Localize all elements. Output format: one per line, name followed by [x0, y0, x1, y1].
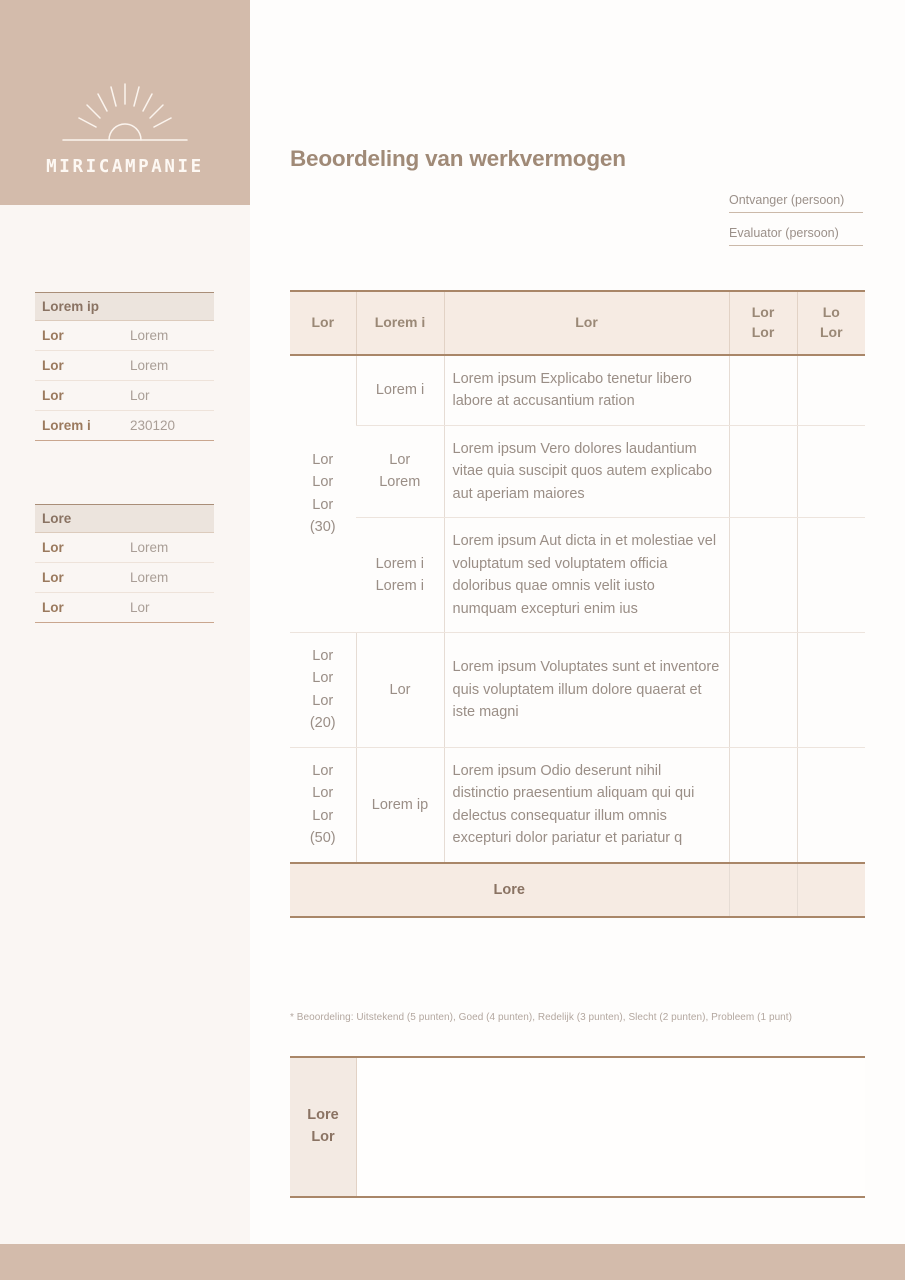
- sidebar-row: [35, 593, 214, 622]
- signature-fields: [729, 193, 863, 259]
- item-label: Lorem i Lorem i: [356, 518, 444, 633]
- item-label: Lor Lorem: [356, 425, 444, 517]
- recipient-field[interactable]: Ontvanger (persoon): [729, 193, 863, 213]
- sidebar-row: [35, 411, 214, 440]
- sidebar-row: [35, 381, 214, 411]
- group-label: Lor Lor Lor (30): [290, 355, 356, 633]
- table-header-row: [290, 291, 865, 355]
- sidebar-row-value: Lorem: [130, 358, 169, 373]
- item-description: Lorem ipsum Vero dolores laudantium vitae quia suscipit quos autem explicabo aut aperiam maiores: [444, 425, 729, 517]
- item-label: Lorem ip: [356, 747, 444, 862]
- sidebar-info-table-1: [35, 292, 214, 441]
- left-sidebar: [0, 0, 250, 1244]
- item-description: Lorem ipsum Explicabo tenetur libero labore at accusantium ration: [444, 355, 729, 425]
- item-description: Lorem ipsum Odio deserunt nihil distinctio praesentium aliquam qui qui delectus consequatur illum omnis excepturi dolor pariatur et pariatur q: [444, 747, 729, 862]
- table-row: [290, 632, 865, 747]
- table-row: [290, 747, 865, 862]
- column-header-item: Lorem i: [356, 291, 444, 355]
- sidebar-row-key: Lor: [42, 388, 64, 403]
- score-cell-a[interactable]: [729, 425, 797, 517]
- group-label: Lor Lor Lor (20): [290, 632, 356, 747]
- sidebar-row-value: 230120: [130, 418, 176, 433]
- total-row: [290, 863, 865, 917]
- assessment-table: [290, 290, 865, 918]
- column-header-score-b: Lo Lor: [797, 291, 865, 355]
- score-cell-a[interactable]: [729, 747, 797, 862]
- sidebar-row-value: Lorem: [130, 328, 169, 343]
- score-cell-b[interactable]: [797, 632, 865, 747]
- sunrise-icon: [49, 78, 201, 149]
- column-header-score-a: Lor Lor: [729, 291, 797, 355]
- sidebar-row-value: Lor: [130, 600, 150, 615]
- sidebar-row-key: Lor: [42, 328, 64, 343]
- comment-box-label: Lore Lor: [290, 1058, 357, 1196]
- comment-box: [290, 1056, 865, 1198]
- column-header-desc: Lor: [444, 291, 729, 355]
- sidebar-row: [35, 533, 214, 563]
- total-score-b[interactable]: [797, 863, 865, 917]
- sidebar-row-value: Lorem: [130, 540, 169, 555]
- sidebar-row-key: Lor: [42, 358, 64, 373]
- brand-name: MIRICAMPANIE: [46, 157, 204, 177]
- sidebar-row-key: Lor: [42, 540, 64, 555]
- main-content: [250, 0, 905, 1244]
- page-title: Beoordeling van werkvermogen: [290, 146, 626, 171]
- item-label: Lor: [356, 632, 444, 747]
- score-cell-b[interactable]: [797, 518, 865, 633]
- table-row: [290, 425, 865, 517]
- sidebar-table-1-header: Lorem ip: [35, 293, 214, 321]
- total-score-a[interactable]: [729, 863, 797, 917]
- column-header-no: Lor: [290, 291, 356, 355]
- score-cell-b[interactable]: [797, 747, 865, 862]
- sidebar-info-table-2: [35, 504, 214, 623]
- sidebar-row-value: Lor: [130, 388, 150, 403]
- score-cell-b[interactable]: [797, 355, 865, 425]
- score-cell-a[interactable]: [729, 355, 797, 425]
- table-row: [290, 355, 865, 425]
- item-description: Lorem ipsum Voluptates sunt et inventore quis voluptatem illum dolore quaerat et iste magni: [444, 632, 729, 747]
- total-label: Lore: [290, 863, 729, 917]
- comment-input-area[interactable]: [357, 1058, 865, 1196]
- score-cell-b[interactable]: [797, 425, 865, 517]
- sidebar-table-2-header: Lore: [35, 505, 214, 533]
- sidebar-row-key: Lorem i: [42, 418, 91, 433]
- sidebar-row-key: Lor: [42, 600, 64, 615]
- sidebar-row-key: Lor: [42, 570, 64, 585]
- logo-block: [0, 0, 250, 205]
- item-description: Lorem ipsum Aut dicta in et molestiae vel voluptatum sed voluptatem officia doloribus quae omnis velit iusto numquam excepturi enim ius: [444, 518, 729, 633]
- table-row: [290, 518, 865, 633]
- sidebar-row: [35, 563, 214, 593]
- scoring-footnote: * Beoordeling: Uitstekend (5 punten), Goed (4 punten), Redelijk (3 punten), Slecht (2 punten), Probleem (1 punt): [290, 1012, 792, 1023]
- score-cell-a[interactable]: [729, 518, 797, 633]
- sidebar-row-value: Lorem: [130, 570, 169, 585]
- footer-strip: [0, 1244, 905, 1280]
- sidebar-row: [35, 351, 214, 381]
- item-label: Lorem i: [356, 355, 444, 425]
- sidebar-row: [35, 321, 214, 351]
- group-label: Lor Lor Lor (50): [290, 747, 356, 862]
- score-cell-a[interactable]: [729, 632, 797, 747]
- evaluator-field[interactable]: Evaluator (persoon): [729, 226, 863, 246]
